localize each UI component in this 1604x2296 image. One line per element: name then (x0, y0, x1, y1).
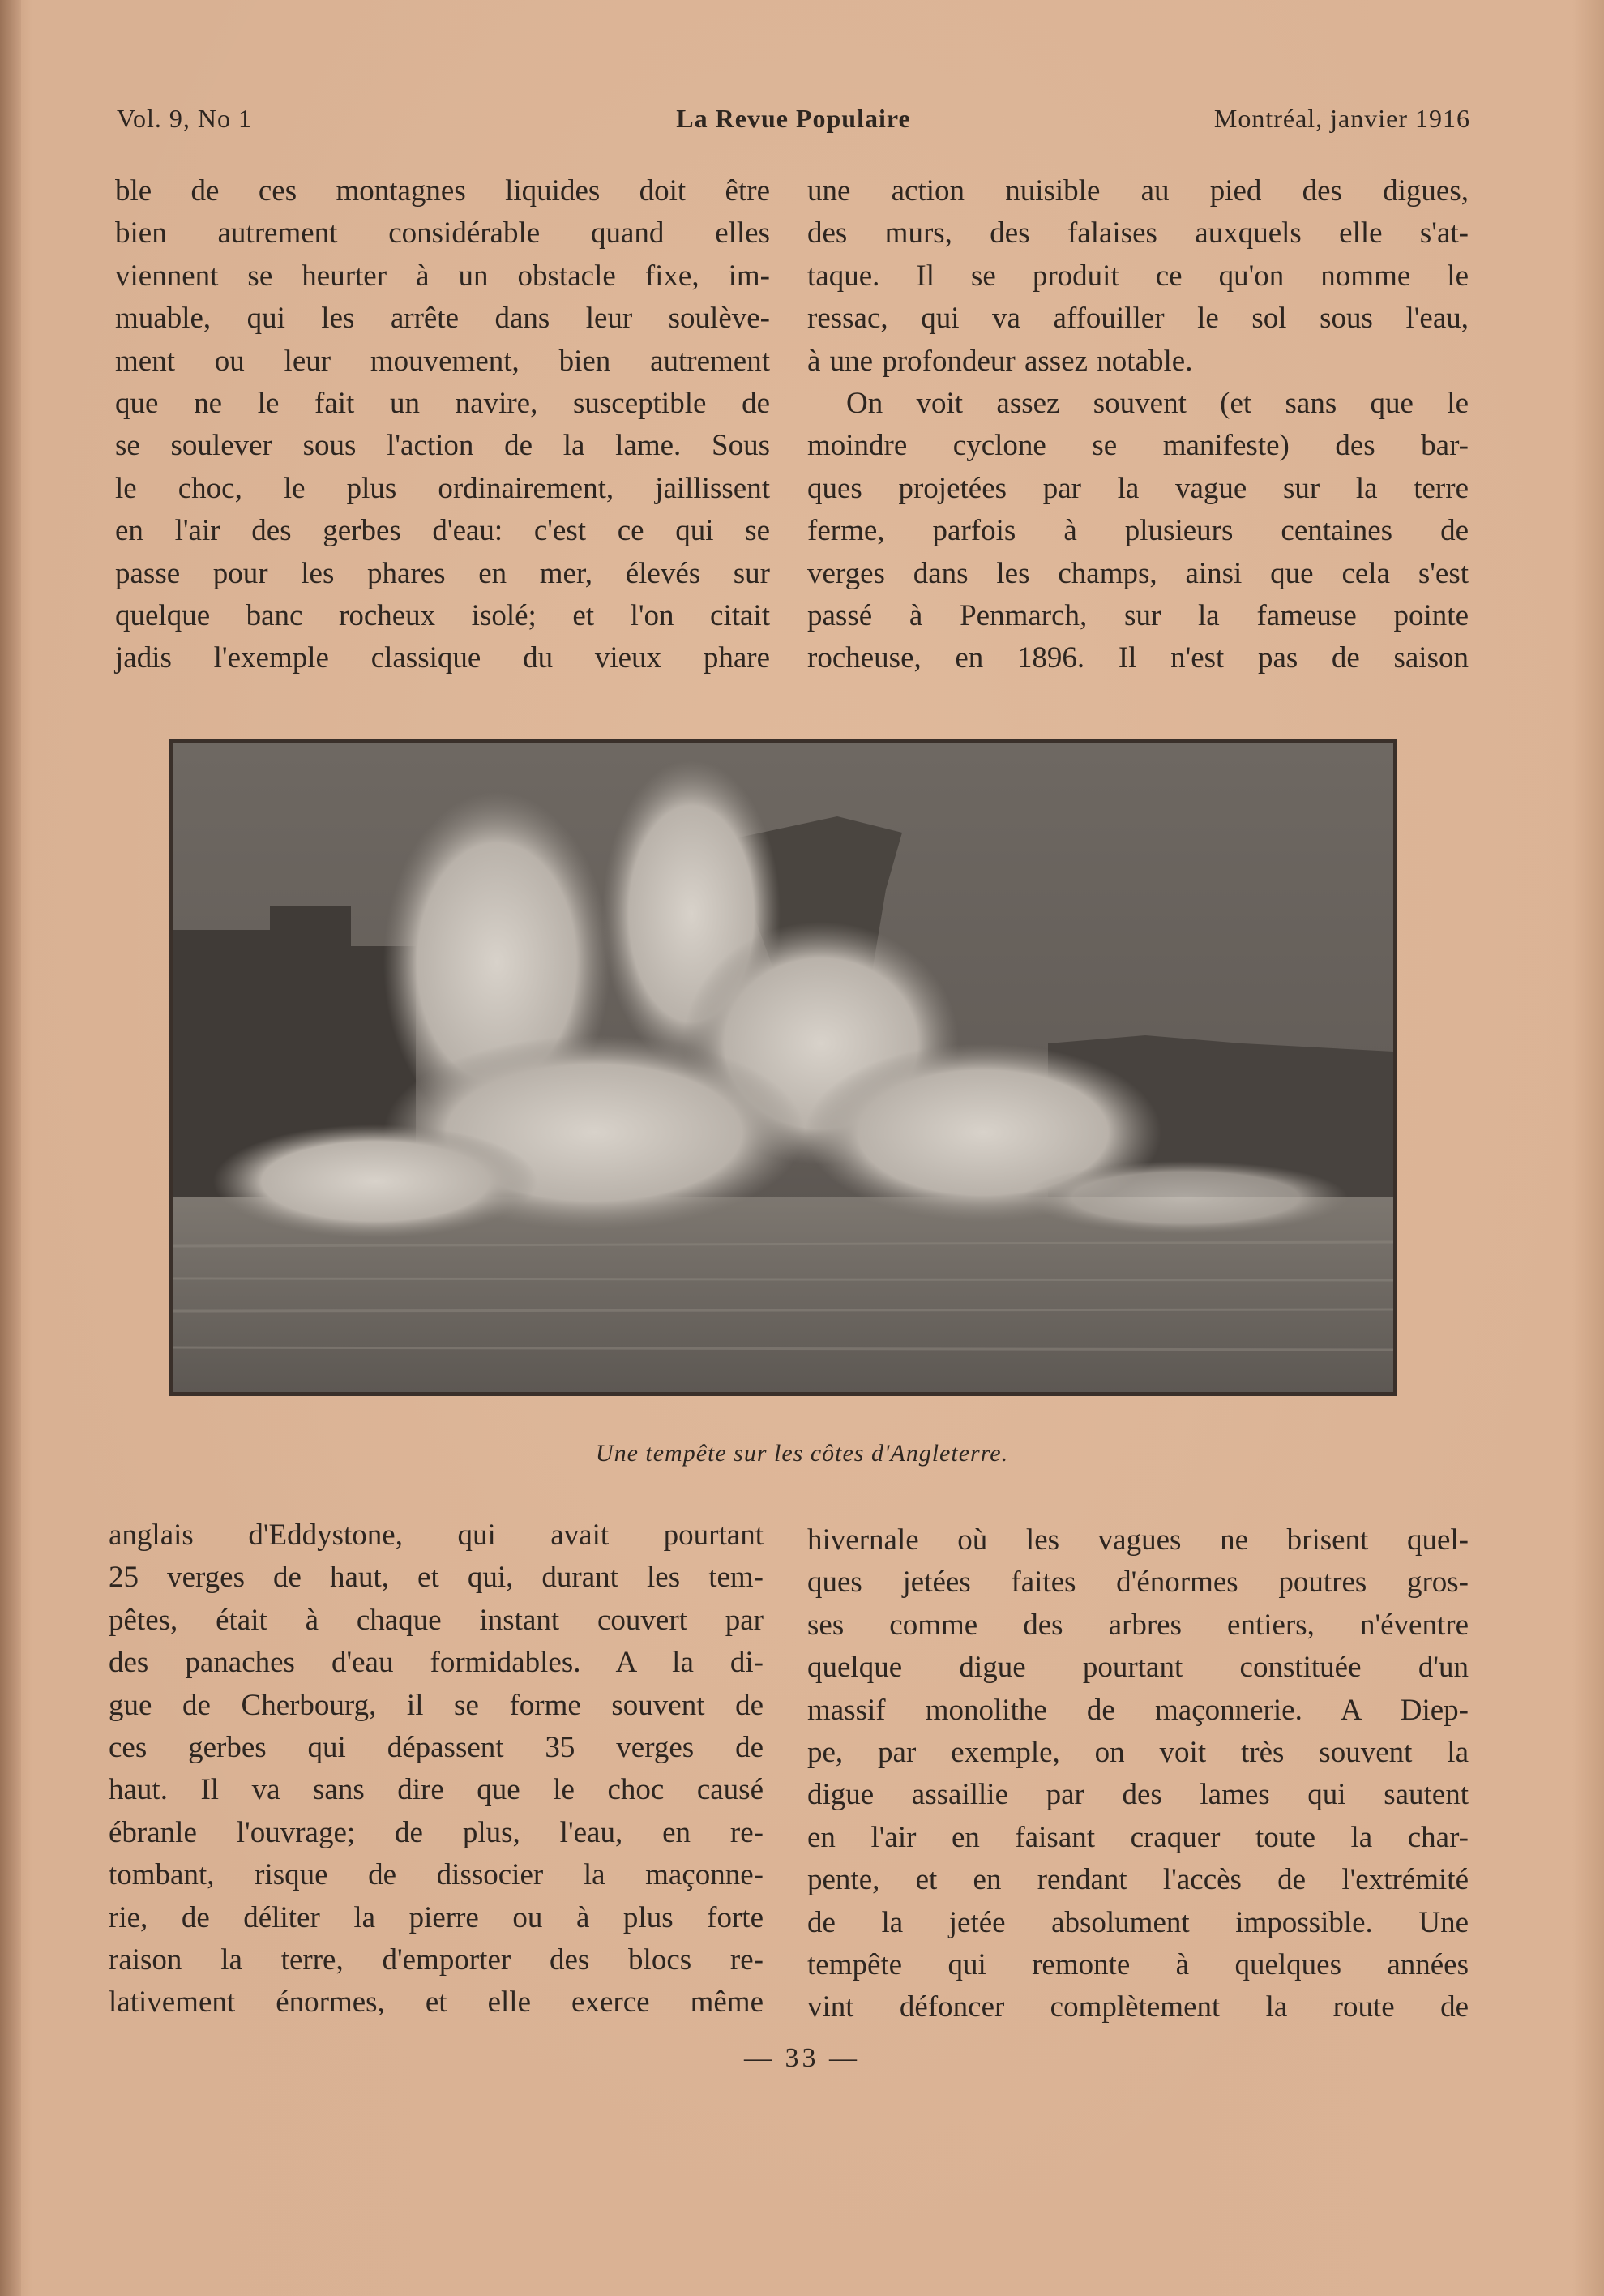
text-line: haut. Il va sans dire que le choc causé (109, 1773, 764, 1807)
text-line: hivernale où les vagues ne brisent quel- (807, 1523, 1469, 1557)
text-line: une action nuisible au pied des digues, (807, 174, 1469, 208)
text-line: de la jetée absolument impossible. Une (807, 1905, 1469, 1939)
page-spine-shadow (0, 0, 21, 2296)
text-line: ques projetées par la vague sur la terre (807, 471, 1469, 505)
text-line: 25 verges de haut, et qui, durant les tem- (109, 1561, 764, 1595)
text-column-top-left (115, 170, 770, 680)
text-line: jadis l'exemple classique du vieux phare (115, 641, 770, 675)
text-line: ferme, parfois à plusieurs centaines de (807, 514, 1469, 548)
text-line: à une profondeur assez notable. (807, 344, 1193, 378)
page-number: — 33 — (744, 2043, 860, 2073)
text-line: que ne le fait un navire, susceptible de (115, 387, 770, 421)
text-line: tempête qui remonte à quelques années (807, 1948, 1469, 1982)
text-line: lativement énormes, et elle exerce même (109, 1985, 764, 2020)
text-line: viennent se heurter à un obstacle fixe, im- (115, 259, 770, 293)
text-line: taque. Il se produit ce qu'on nomme le (807, 259, 1469, 293)
text-line: tombant, risque de dissocier la maçonne- (109, 1858, 764, 1892)
text-line: vint défoncer complètement la route de (807, 1990, 1469, 2024)
text-column-bottom-left (109, 1514, 764, 2024)
text-line: se soulever sous l'action de la lame. Sous (115, 429, 770, 463)
text-line: massif monolithe de maçonnerie. A Diep- (807, 1693, 1469, 1727)
figure-caption: Une tempête sur les côtes d'Angleterre. (595, 1440, 1009, 1467)
text-line: quelque banc rocheux isolé; et l'on citait (115, 599, 770, 633)
text-line: pente, et en rendant l'accès de l'extrémité (807, 1863, 1469, 1897)
text-line: des panaches d'eau formidables. A la di- (109, 1646, 764, 1680)
text-line: anglais d'Eddystone, qui avait pourtant (109, 1519, 764, 1552)
text-line: quelque digue pourtant constituée d'un (807, 1651, 1469, 1685)
text-line: passé à Penmarch, sur la fameuse pointe (807, 599, 1469, 633)
text-line: bien autrement considérable quand elles (115, 216, 770, 251)
text-line: pe, par exemple, on voit très souvent la (807, 1736, 1469, 1770)
text-line: des murs, des falaises auxquels elle s'at- (807, 216, 1469, 251)
running-header (117, 104, 1470, 144)
header-title: La Revue Populaire (676, 104, 911, 133)
text-line: ques jetées faites d'énormes poutres gros- (807, 1566, 1469, 1600)
text-line: en l'air en faisant craquer toute la char- (807, 1820, 1469, 1854)
text-line: rocheuse, en 1896. Il n'est pas de saison (807, 641, 1469, 675)
text-line: rie, de déliter la pierre ou à plus forte (109, 1900, 764, 1934)
header-date: Montréal, janvier 1916 (1213, 104, 1470, 133)
text-line: ment ou leur mouvement, bien autrement (115, 344, 770, 378)
text-line: raison la terre, d'emporter des blocs re- (109, 1943, 764, 1977)
text-line: gue de Cherbourg, il se forme souvent de (109, 1688, 764, 1722)
text-line: ses comme des arbres entiers, n'éventre (807, 1608, 1469, 1642)
text-line: ble de ces montagnes liquides doit être (115, 174, 770, 208)
storm-waves-image (173, 743, 1393, 1392)
text-line: moindre cyclone se manifeste) des bar- (807, 429, 1469, 463)
text-line: digue assaillie par des lames qui sautent (807, 1778, 1469, 1812)
storm-photograph (169, 739, 1397, 1396)
text-line: ces gerbes qui dépassent 35 verges de (109, 1731, 764, 1765)
text-line: pêtes, était à chaque instant couvert par (109, 1603, 764, 1637)
text-line: On voit assez souvent (et sans que le (846, 387, 1469, 421)
text-line: verges dans les champs, ainsi que cela s'est (807, 556, 1469, 590)
text-line: passe pour les phares en mer, élevés sur (115, 556, 770, 590)
text-line: ébranle l'ouvrage; de plus, l'eau, en re- (109, 1815, 764, 1849)
text-line: muable, qui les arrête dans leur soulève- (115, 302, 770, 336)
header-volume: Vol. 9, No 1 (117, 104, 252, 133)
text-line: ressac, qui va affouiller le sol sous l'eau, (807, 302, 1469, 336)
text-column-top-right (807, 170, 1469, 680)
text-line: le choc, le plus ordinairement, jaillissent (115, 471, 770, 505)
text-column-bottom-right (807, 1519, 1469, 2029)
text-line: en l'air des gerbes d'eau: c'est ce qui se (115, 514, 770, 548)
